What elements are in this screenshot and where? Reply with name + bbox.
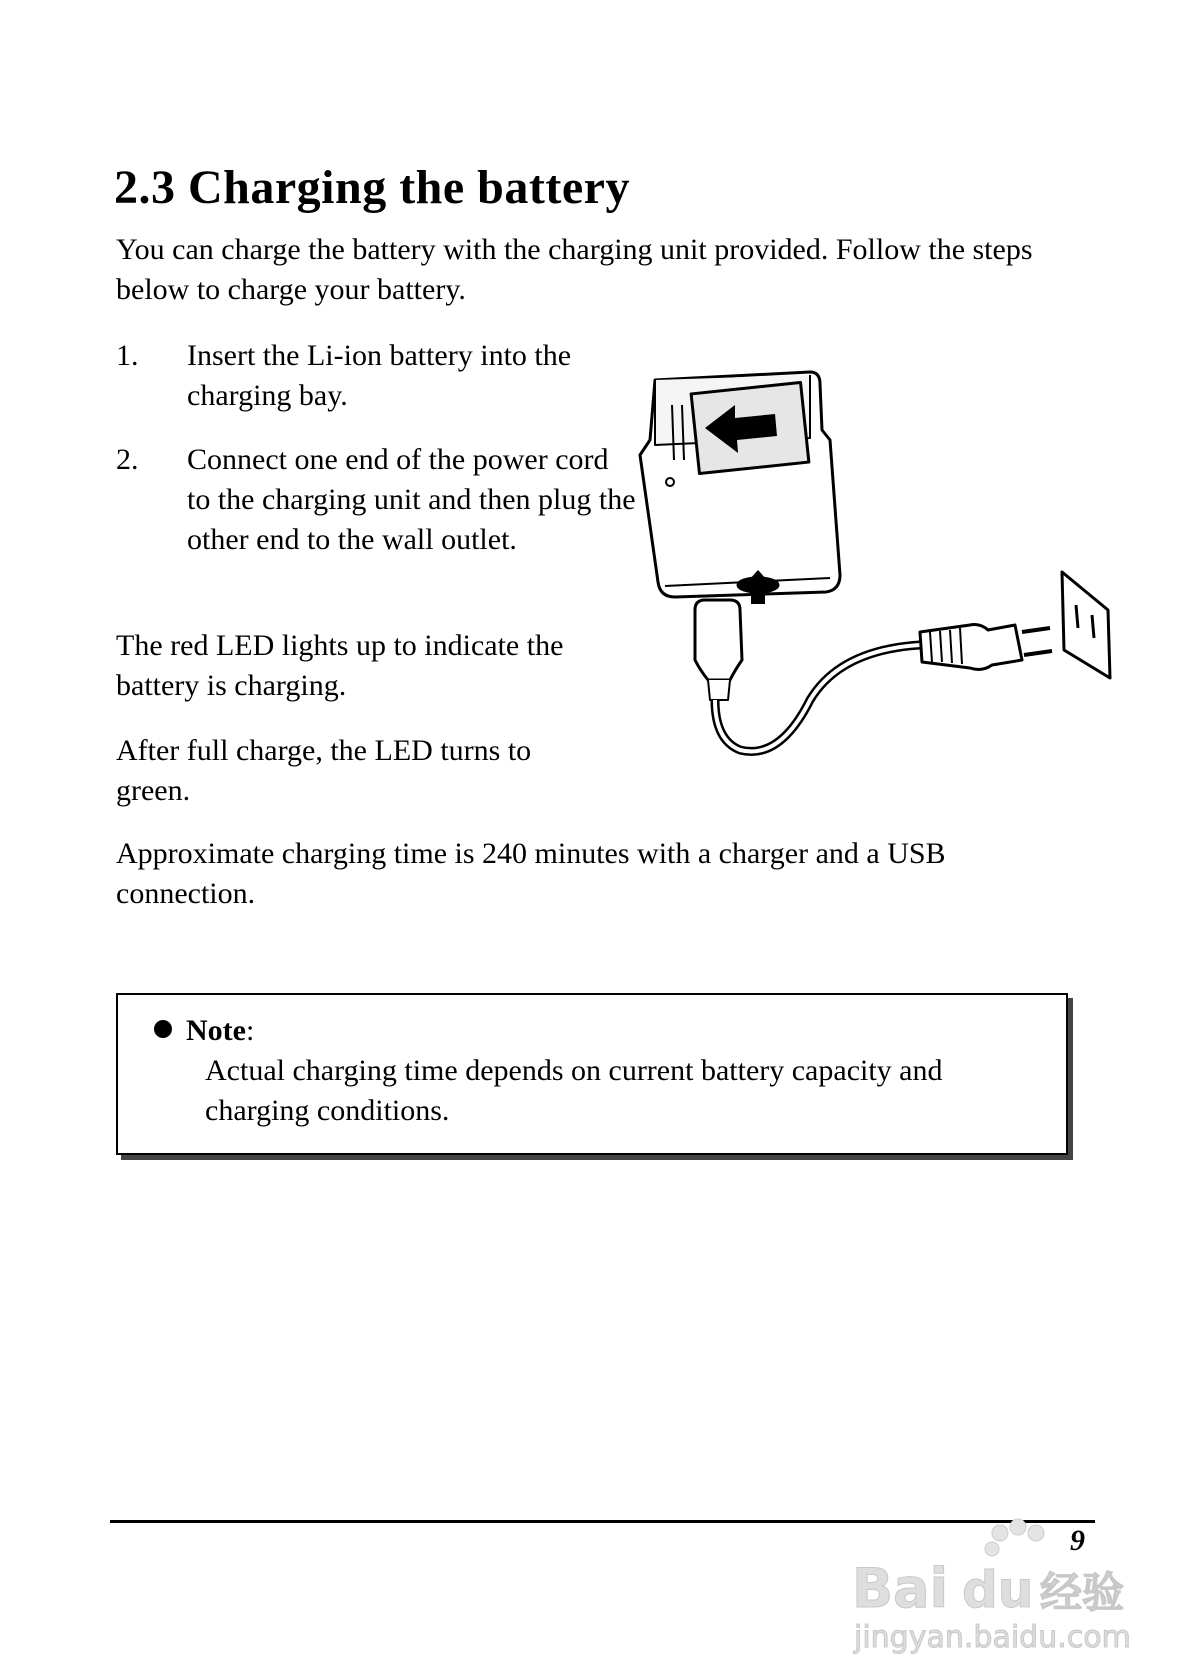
baidu-watermark-logo: [850, 1515, 1140, 1655]
power-cord: [715, 645, 920, 751]
step-text: Connect one end of the power cord to the charging unit and then plug the other end to the wall outlet.: [187, 443, 636, 556]
step-item: [116, 336, 636, 416]
full-charge-paragraph: After full charge, the LED turns to green.: [116, 734, 532, 807]
svg-text:经验: 经验: [1040, 1568, 1125, 1617]
svg-text:Bai: Bai: [852, 1557, 949, 1620]
charger-illustration: [630, 360, 1170, 800]
page-number: 9: [1070, 1524, 1085, 1557]
wall-outlet: [1062, 572, 1110, 678]
note-label: Note: [186, 1014, 246, 1047]
wall-plug: [920, 625, 1022, 670]
led-paragraph: The red LED lights up to indicate the battery is charging.: [116, 629, 564, 702]
cord-connector: [695, 600, 742, 680]
intro-paragraph: You can charge the battery with the charging unit provided. Follow the steps below to charge your battery.: [116, 233, 1033, 306]
bullet-icon: [154, 1020, 172, 1038]
step-item: [116, 440, 636, 560]
step-number: 1.: [116, 339, 139, 372]
note-text: Actual charging time depends on current battery capacity and charging conditions.: [205, 1054, 943, 1127]
steps-list: [116, 336, 636, 584]
charging-time-paragraph: Approximate charging time is 240 minutes with a charger and a USB connection.: [116, 837, 946, 910]
note-colon: :: [245, 1014, 255, 1047]
note-box: [116, 993, 1068, 1155]
svg-text:du: du: [962, 1561, 1034, 1619]
step-number: 2.: [116, 443, 139, 476]
step-text: Insert the Li-ion battery into the charging bay.: [187, 339, 572, 412]
note-heading: [154, 1011, 254, 1051]
svg-text:jingyan.baidu.com: jingyan.baidu.com: [854, 1620, 1131, 1655]
section-title: 2.3 Charging the battery: [114, 161, 630, 214]
